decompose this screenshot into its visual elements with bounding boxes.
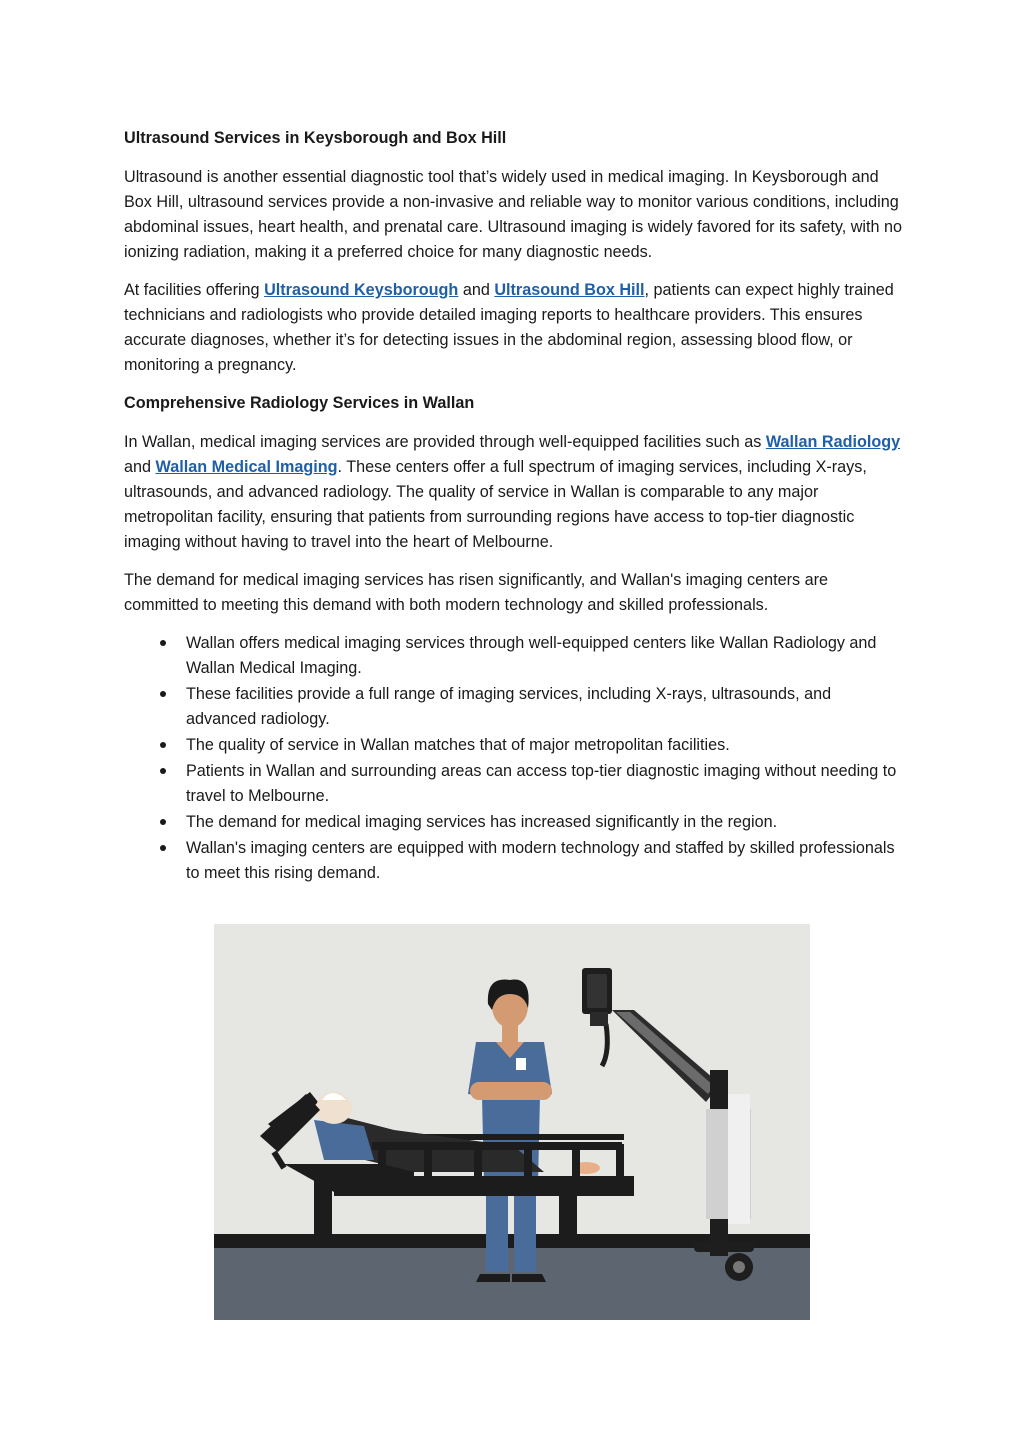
list-item: The quality of service in Wallan matches that of major metropolitan facilities. bbox=[186, 733, 904, 758]
heading-ultrasound-services: Ultrasound Services in Keysborough and Box Hill bbox=[124, 129, 507, 147]
paragraph-ultrasound-intro: Ultrasound is another essential diagnostic tool that’s widely used in medical imaging. In Keysborough and Box Hill, ultrasound services provide a non-invasive and reliable way to monitor various conditions, including abdominal issues, heart health, and prenatal care. Ultrasound imaging is widely favored for its safety, with no ionizing radiation, making it a preferred choice for many diagnostic needs. bbox=[124, 168, 903, 261]
link-wallan-medical-imaging[interactable]: Wallan Medical Imaging bbox=[155, 458, 338, 476]
list-item: Patients in Wallan and surrounding areas can access top-tier diagnostic imaging without needing to travel to Melbourne. bbox=[186, 759, 904, 809]
text-fragment: . These centers offer a full spectrum of imaging services, including X-rays, ultrasounds, and advanced radiology. The quality of service in Wallan is comparable to any major metropolitan facility, ensuring that patients from surrounding regions have access to top-tier diagnostic imaging without having to travel into the heart of Melbourne. bbox=[124, 458, 867, 551]
list-item: These facilities provide a full range of imaging services, including X-rays, ultrasounds, and advanced radiology. bbox=[186, 682, 904, 732]
link-ultrasound-box-hill[interactable]: Ultrasound Box Hill bbox=[494, 281, 645, 299]
paragraph-ultrasound-facilities bbox=[124, 278, 904, 378]
list-item: Wallan's imaging centers are equipped with modern technology and staffed by skilled professionals to meet this rising demand. bbox=[186, 836, 904, 886]
paragraph-wallan-demand: The demand for medical imaging services has risen significantly, and Wallan's imaging centers are committed to meeting this demand with both modern technology and skilled professionals. bbox=[124, 571, 828, 614]
list-item: Wallan offers medical imaging services through well-equipped centers like Wallan Radiology and Wallan Medical Imaging. bbox=[186, 631, 904, 681]
xray-illustration bbox=[214, 924, 810, 1320]
text-fragment: , patients can expect highly trained technicians and radiologists who provide detailed imaging reports to healthcare providers. This ensures accurate diagnoses, whether it’s for detecting issues in the abdominal region, assessing blood flow, or monitoring a pregnancy. bbox=[124, 281, 894, 374]
bullet-list bbox=[124, 631, 904, 886]
link-ultrasound-keysborough[interactable]: Ultrasound Keysborough bbox=[264, 281, 459, 299]
list-item: The demand for medical imaging services has increased significantly in the region. bbox=[186, 810, 904, 835]
floor bbox=[214, 1248, 810, 1320]
text-fragment: and bbox=[458, 281, 495, 299]
link-wallan-radiology[interactable]: Wallan Radiology bbox=[765, 433, 901, 451]
text-fragment: In Wallan, medical imaging services are provided through well-equipped facilities such as bbox=[124, 433, 766, 451]
text-fragment: At facilities offering bbox=[124, 281, 265, 299]
document-body bbox=[124, 126, 904, 887]
text-fragment: and bbox=[124, 458, 156, 476]
paragraph-wallan-intro bbox=[124, 430, 904, 555]
heading-radiology-wallan: Comprehensive Radiology Services in Wallan bbox=[124, 394, 475, 412]
